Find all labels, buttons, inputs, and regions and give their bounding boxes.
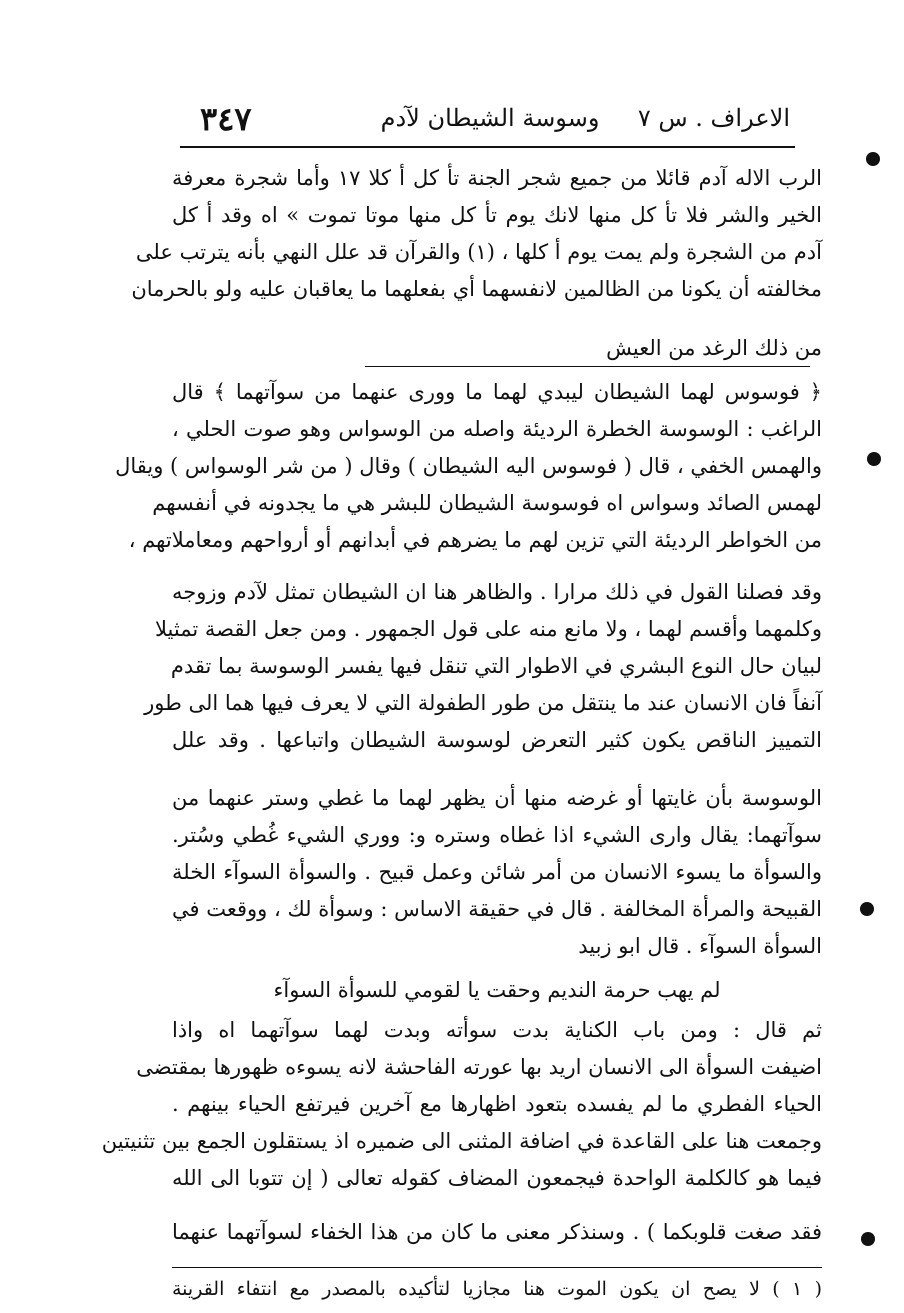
text-line: والهمس الخفي ، قال ( فوسوس اليه الشيطان ) وقال ( من شر الوسواس ) ويقال xyxy=(115,454,822,478)
poetry-line: لم يهب حرمة النديم وحقت يا لقومي للسوأة السوآء xyxy=(273,978,721,1002)
page-number: ٣٤٧ xyxy=(200,100,252,138)
text-line: وجمعت هنا على القاعدة في اضافة المثنى الى ضميره اذ يستقلون الجمع بين تثنيتين xyxy=(101,1129,822,1153)
running-header xyxy=(190,100,790,146)
text-line: التمييز الناقص يكون كثير التعرض لوسوسة الشيطان واتباعها . وقد علل xyxy=(172,728,822,752)
header-title: وسوسة الشيطان لآدم xyxy=(380,104,600,132)
text-line: لهمس الصائد وسواس اه فوسوسة الشيطان للبشر هي ما يجدونه في أنفسهم xyxy=(152,491,822,515)
text-line: آنفاً فان الانسان عند ما ينتقل من طور الطفولة التي لا يعرف فيها هما الى طور xyxy=(144,691,822,715)
text-line: الخير والشر فلا تأ كل منها لانك يوم تأ كل منها موتا تموت » اه وقد أ كل xyxy=(172,203,822,227)
text-line: الوسوسة بأن غايتها أو غرضه منها أن يظهر لهما ما غطي وستر عنهما من xyxy=(172,786,822,810)
text-line: فيما هو كالكلمة الواحدة فيجمعون المضاف كقوله تعالى ( إن تتوبا الى الله xyxy=(172,1166,822,1190)
text-line: القبيحة والمرأة المخالفة . قال في حقيقة الاساس : وسوأة لك ، ووقعت في xyxy=(172,897,822,921)
text-line: مخالفته أن يكونا من الظالمين لانفسهما أي بفعلهما ما يعاقبان عليه ولو بالحرمان xyxy=(131,277,822,301)
text-line: الحياء الفطري ما لم يفسده بتعود اظهارها مع آخرين فيرتفع الحياء بينهم . xyxy=(172,1092,822,1116)
text-line: اضيفت السوأة الى الانسان اريد بها عورته الفاحشة لانه يسوءه ظهورها بمقتضى xyxy=(136,1055,822,1079)
binding-hole-icon xyxy=(860,902,874,916)
text-line: ﴿ فوسوس لهما الشيطان ليبدي لهما ما وورى عنهما من سوآتهما ﴾ قال xyxy=(172,380,822,404)
section-separator xyxy=(365,366,810,367)
text-line: وكلمهما وأقسم لهما ، ولا مانع منه على قول الجمهور . ومن جعل القصة تمثيلا xyxy=(155,617,822,641)
text-line: سوآتهما: يقال وارى الشيء اذا غطاه وستره و: ووري الشيء غُطي وسُتر. xyxy=(172,823,822,847)
binding-hole-icon xyxy=(867,452,881,466)
text-line: ثم قال : ومن باب الكناية بدت سوأته وبدت لهما سوآتهما اه واذا xyxy=(172,1018,822,1042)
text-line: الراغب : الوسوسة الخطرة الرديئة واصله من الوسواس وهو صوت الحلي ، xyxy=(172,417,822,441)
text-line: الرب الاله آدم قائلا من جميع شجر الجنة تأ كل أ كلا ١٧ وأما شجرة معرفة xyxy=(172,166,822,190)
header-rule xyxy=(180,146,795,148)
text-line: لبيان حال النوع البشري في الاطوار التي تنقل فيها يفسر الوسوسة بما تقدم xyxy=(170,654,822,678)
text-line: والسوأة ما يسوء الانسان من أمر شائن وعمل قبيح . والسوأة السوآء الخلة xyxy=(172,860,822,884)
text-line: وقد فصلنا القول في ذلك مرارا . والظاهر هنا ان الشيطان تمثل لآدم وزوجه xyxy=(172,580,822,604)
text-line: آدم من الشجرة ولم يمت يوم أ كلها ، (١) والقرآن قد علل النهي بأنه يترتب على xyxy=(135,240,822,264)
binding-hole-icon xyxy=(861,1232,875,1246)
footnote-rule xyxy=(172,1267,822,1268)
footnote: ( ١ ) لا يصح ان يكون الموت هنا مجازيا لتأكيده بالمصدر مع انتفاء القرينة xyxy=(172,1278,822,1300)
text-line: فقد صغت قلوبكما ) . وسنذكر معنى ما كان من هذا الخفاء لسوآتهما عنهما xyxy=(172,1220,822,1244)
header-chapter: الاعراف . س ٧ xyxy=(637,104,790,132)
text-line: من ذلك الرغد من العيش xyxy=(606,336,822,360)
text-line: السوأة السوآء . قال ابو زبيد xyxy=(578,934,822,958)
binding-hole-icon xyxy=(866,152,880,166)
text-line: من الخواطر الرديئة التي تزين لهم ما يضرهم في أبدانهم أو أرواحهم ومعاملاتهم ، xyxy=(128,528,822,552)
